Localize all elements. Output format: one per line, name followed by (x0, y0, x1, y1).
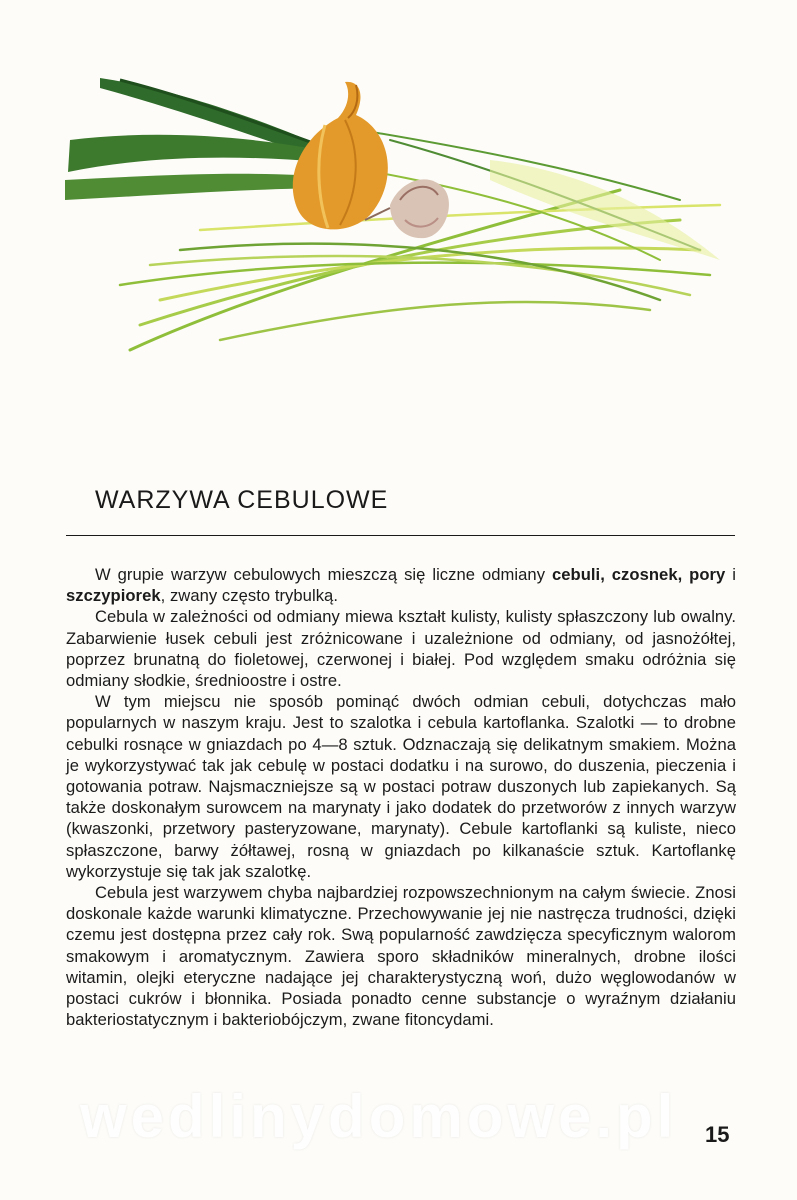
intro-bold-2: szczypiorek (66, 586, 161, 606)
watermark: wedlinydomowe.pl (80, 1083, 678, 1150)
intro-text-3: , zwany często trybulką. (160, 586, 338, 606)
vegetables-illustration (60, 60, 750, 370)
paragraph-onion-popularity: Cebula jest warzywem chyba najbardziej rozpowszechnionym na całym świecie. Znosi doskonale każde warunki klimatyczne. Przechowywanie jej nie nastręcza trudności, dzięki czemu jest dostępna przez cały rok. Swą popularność zawdzięcza specyficznym walorom smakowym i aromatycznym. Zawiera sporo składników mineralnych, drobne ilości witamin, olejki eteryczne nadające jej charakterystyczną woń, dużo węglowodanów w postaci cukrów i błonnika. Posiada ponadto cenne substancje o wyraźnym działaniu bakteriostatycznym i bakteriobójczym, zwane fitoncydami. (66, 883, 736, 1030)
leaf-highlight (490, 160, 720, 260)
paragraph-intro (66, 564, 736, 606)
intro-text-2: i (725, 565, 736, 584)
intro-text-1: W grupie warzyw cebulowych mieszczą się liczne odmiany (95, 565, 552, 584)
chives (120, 130, 720, 350)
title-divider (66, 535, 735, 536)
paragraph-onion-shape: Cebula w zależności od odmiany miewa kształt kulisty, kulisty spłaszczony lub owalny. Zabarwienie łusek cebuli jest zróżnicowane i uzależnione od odmiany, od jasnożółtej, poprzez brunatną do fioletowej, czerwonej i białej. Pod względem smaku odróżnia się odmiany słodkie, średnioostre i ostre. (66, 607, 736, 691)
article-body (66, 564, 736, 1030)
onion (293, 82, 388, 230)
page-number: 15 (705, 1122, 730, 1147)
intro-bold-1: cebuli, czosnek, pory (551, 565, 726, 584)
paragraph-shallots: W tym miejscu nie sposób pominąć dwóch odmian cebuli, dotychczas mało popularnych w naszym kraju. Jest to szalotka i cebula kartoflanka. Szalotki — to drobne cebulki rosnące w gniazdach po 4—8 sztuk. Odznaczają się delikatnym smakiem. Można je wykorzystywać tak jak cebulę w postaci dodatku i na surowo, do duszenia, pieczenia i gotowania potraw. Najsmaczniejsze są w postaci potraw duszonych lub zapiekanych. Są także doskonałym surowcem na marynaty i jako dodatek do przetworów z innych warzyw (kwaszonki, przetwory pasteryzowane, marynaty). Cebule kartoflanki są kuliste, nieco spłaszczone, barwy żółtawej, rosną w gniazdach po kilkanaście sztuk. Kartoflankę wykorzystuje się tak jak szalotkę. (66, 692, 736, 881)
section-title: WARZYWA CEBULOWE (95, 486, 389, 514)
